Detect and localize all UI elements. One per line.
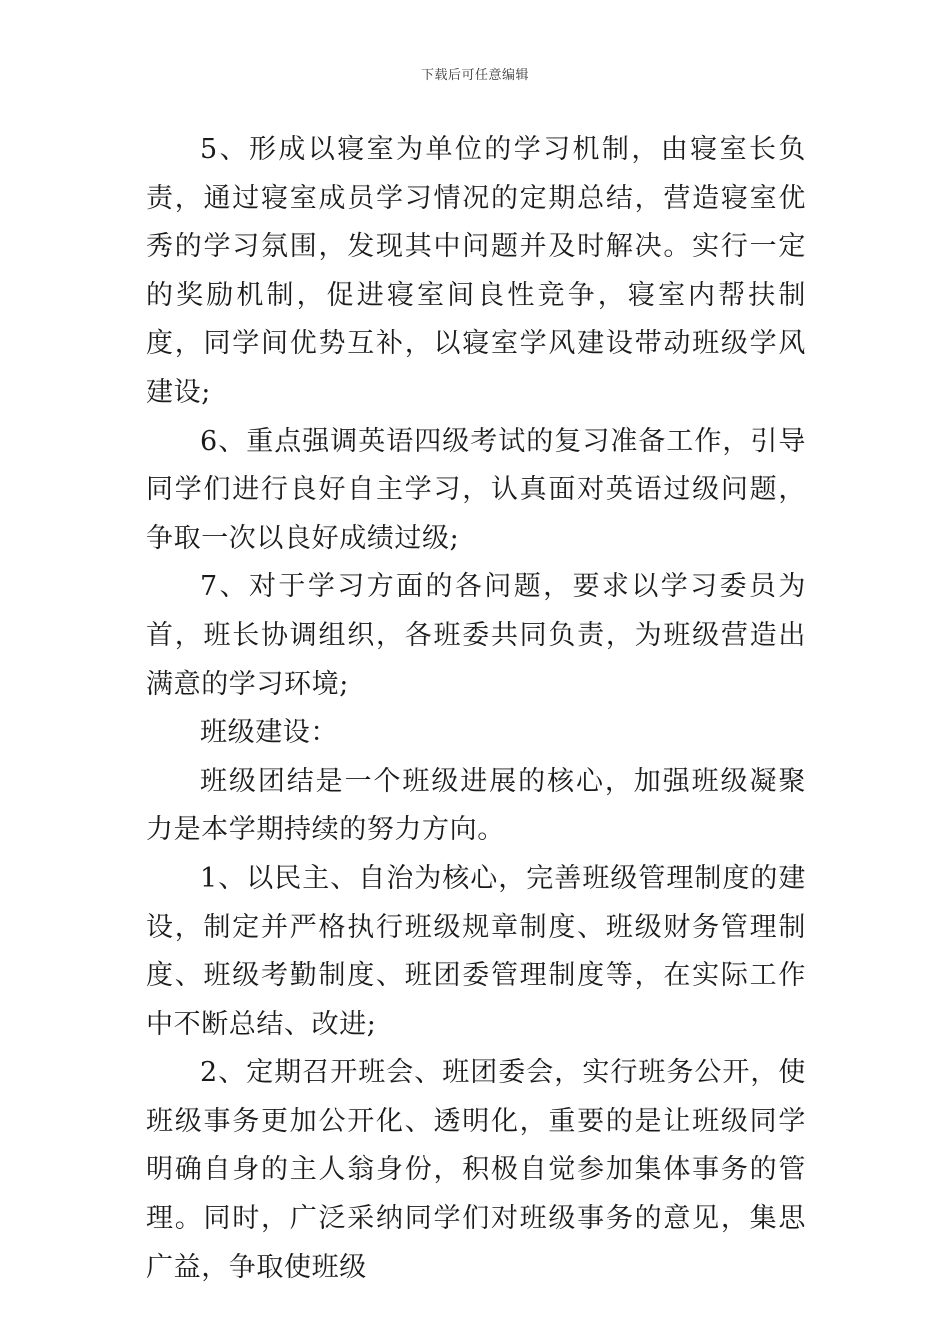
- page-header: 下载后可任意编辑: [420, 68, 529, 83]
- paragraph-item-2: 2、定期召开班会、班团委会，实行班务公开，使班级事务更加公开化、透明化，重要的是让班级同学明确自身的主人翁身份，积极自觉参加集体事务的管理。同时，广泛采纳同学们对班级事务的意见，集思广益，争取使班级: [146, 1057, 806, 1283]
- paragraph-item-1: 1、以民主、自治为核心，完善班级管理制度的建设，制定并严格执行班级规章制度、班级财务管理制度、班级考勤制度、班团委管理制度等，在实际工作中不断总结、改进;: [146, 862, 806, 1040]
- paragraph-item-7: 7、对于学习方面的各问题，要求以学习委员为首，班长协调组织，各班委共同负责，为班级营造出满意的学习环境;: [146, 571, 806, 700]
- paragraph-class-unity: 班级团结是一个班级进展的核心，加强班级凝聚力是本学期持续的努力方向。: [146, 765, 806, 846]
- paragraph-item-6: 6、重点强调英语四级考试的复习准备工作，引导同学们进行良好自主学习，认真面对英语过级问题，争取一次以良好成绩过级;: [146, 425, 806, 554]
- document-body: [146, 126, 806, 1292]
- paragraph-item-5: 5、形成以寝室为单位的学习机制，由寝室长负责，通过寝室成员学习情况的定期总结，营造寝室优秀的学习氛围，发现其中问题并及时解决。实行一定的奖励机制，促进寝室间良性竞争，寝室内帮扶制度，同学间优势互补，以寝室学风建设带动班级学风建设;: [146, 134, 806, 408]
- section-heading-class-building: 班级建设：: [200, 717, 338, 749]
